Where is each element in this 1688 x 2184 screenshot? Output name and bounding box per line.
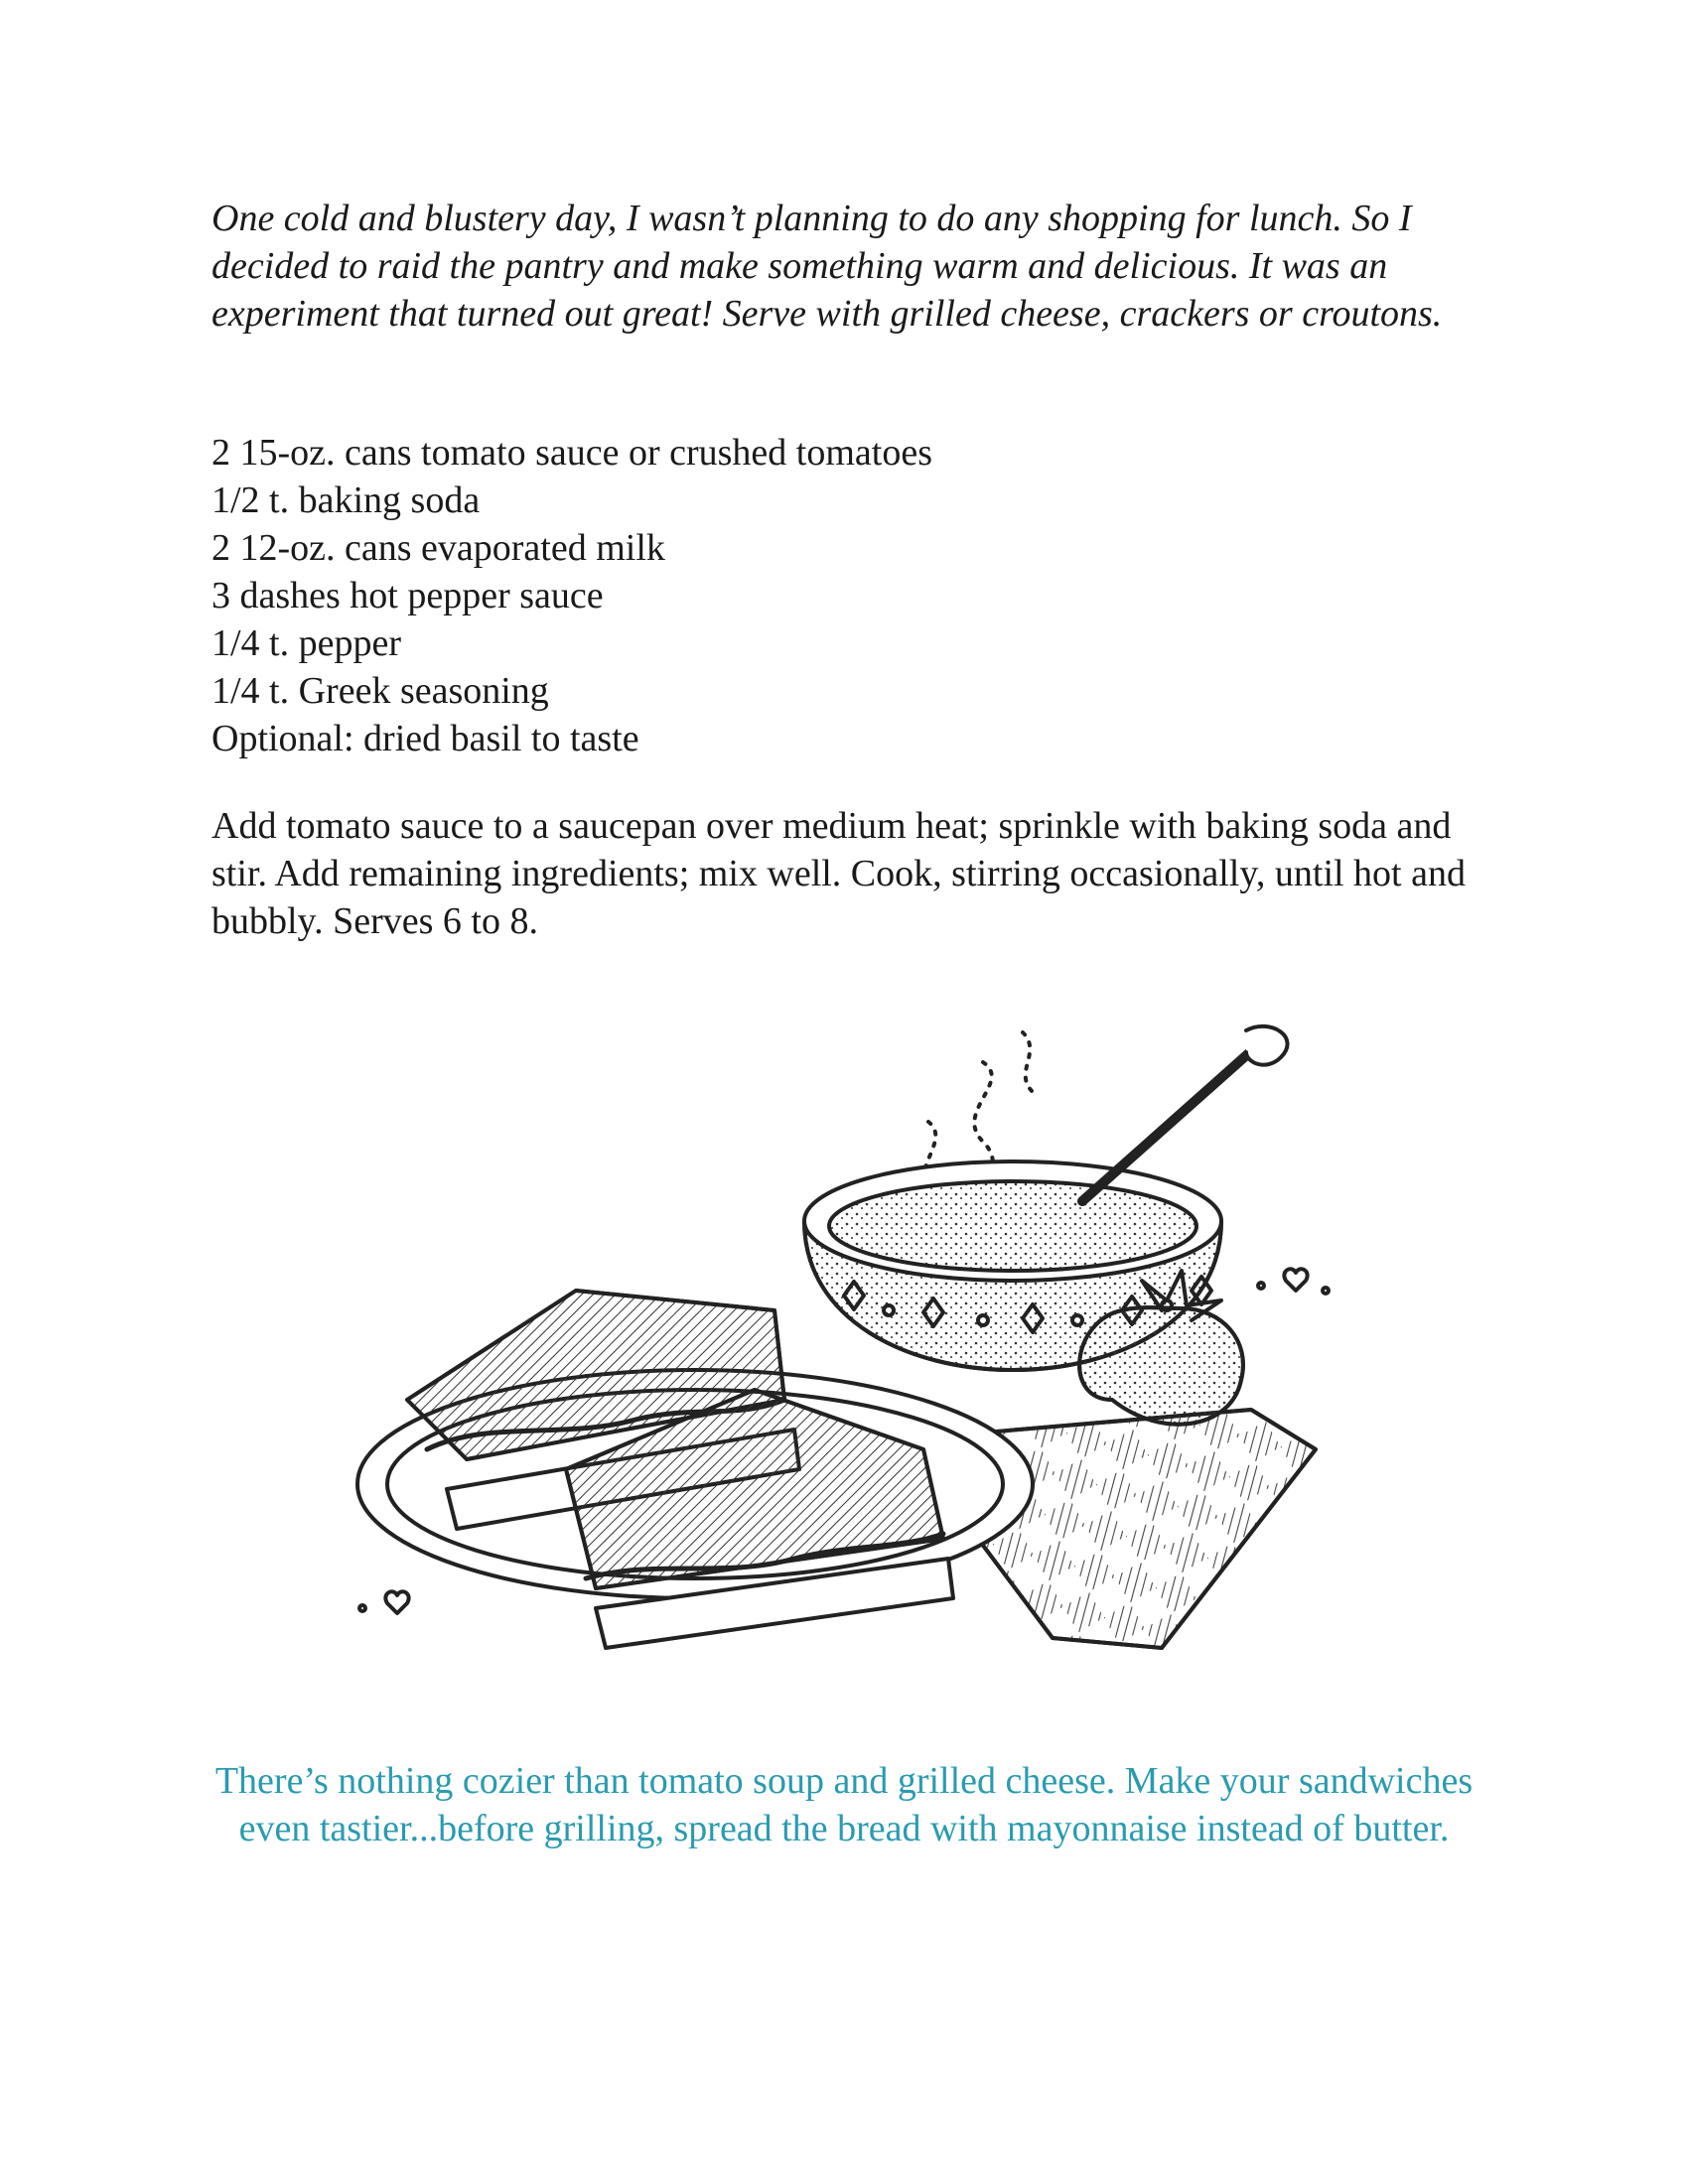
recipe-tip: There’s nothing cozier than tomato soup and grilled cheese. Make your sandwiches even tastier...before grilling, spread the bread with mayonnaise instead of butter.	[214, 1760, 1474, 1849]
ingredient-item: 2 15-oz. cans tomato sauce or crushed tomatoes	[211, 432, 932, 474]
ingredient-item: 1/4 t. Greek seasoning	[211, 670, 549, 712]
ingredient-item: Optional: dried basil to taste	[211, 718, 639, 759]
recipe-intro: One cold and blustery day, I wasn’t planning to do any shopping for lunch. So I decided to raid the pantry and make something warm and delicious. It was an experiment that turned out great! Serve with grilled cheese, crackers or croutons.	[211, 198, 1443, 335]
soup-and-sandwich-illustration	[348, 1023, 1340, 1668]
ingredient-item: 1/4 t. pepper	[211, 622, 402, 664]
spoon-icon	[1082, 1026, 1288, 1201]
ingredient-list	[211, 429, 1492, 762]
ingredient-item: 2 12-oz. cans evaporated milk	[211, 527, 665, 569]
recipe-directions: Add tomato sauce to a saucepan over medium heat; sprinkle with baking soda and stir. Add remaining ingredients; mix well. Cook, stirring occasionally, until hot and bubbly. Serves 6 to 8.	[211, 805, 1466, 942]
ingredient-item: 1/2 t. baking soda	[211, 479, 481, 521]
ingredient-item: 3 dashes hot pepper sauce	[211, 575, 604, 616]
